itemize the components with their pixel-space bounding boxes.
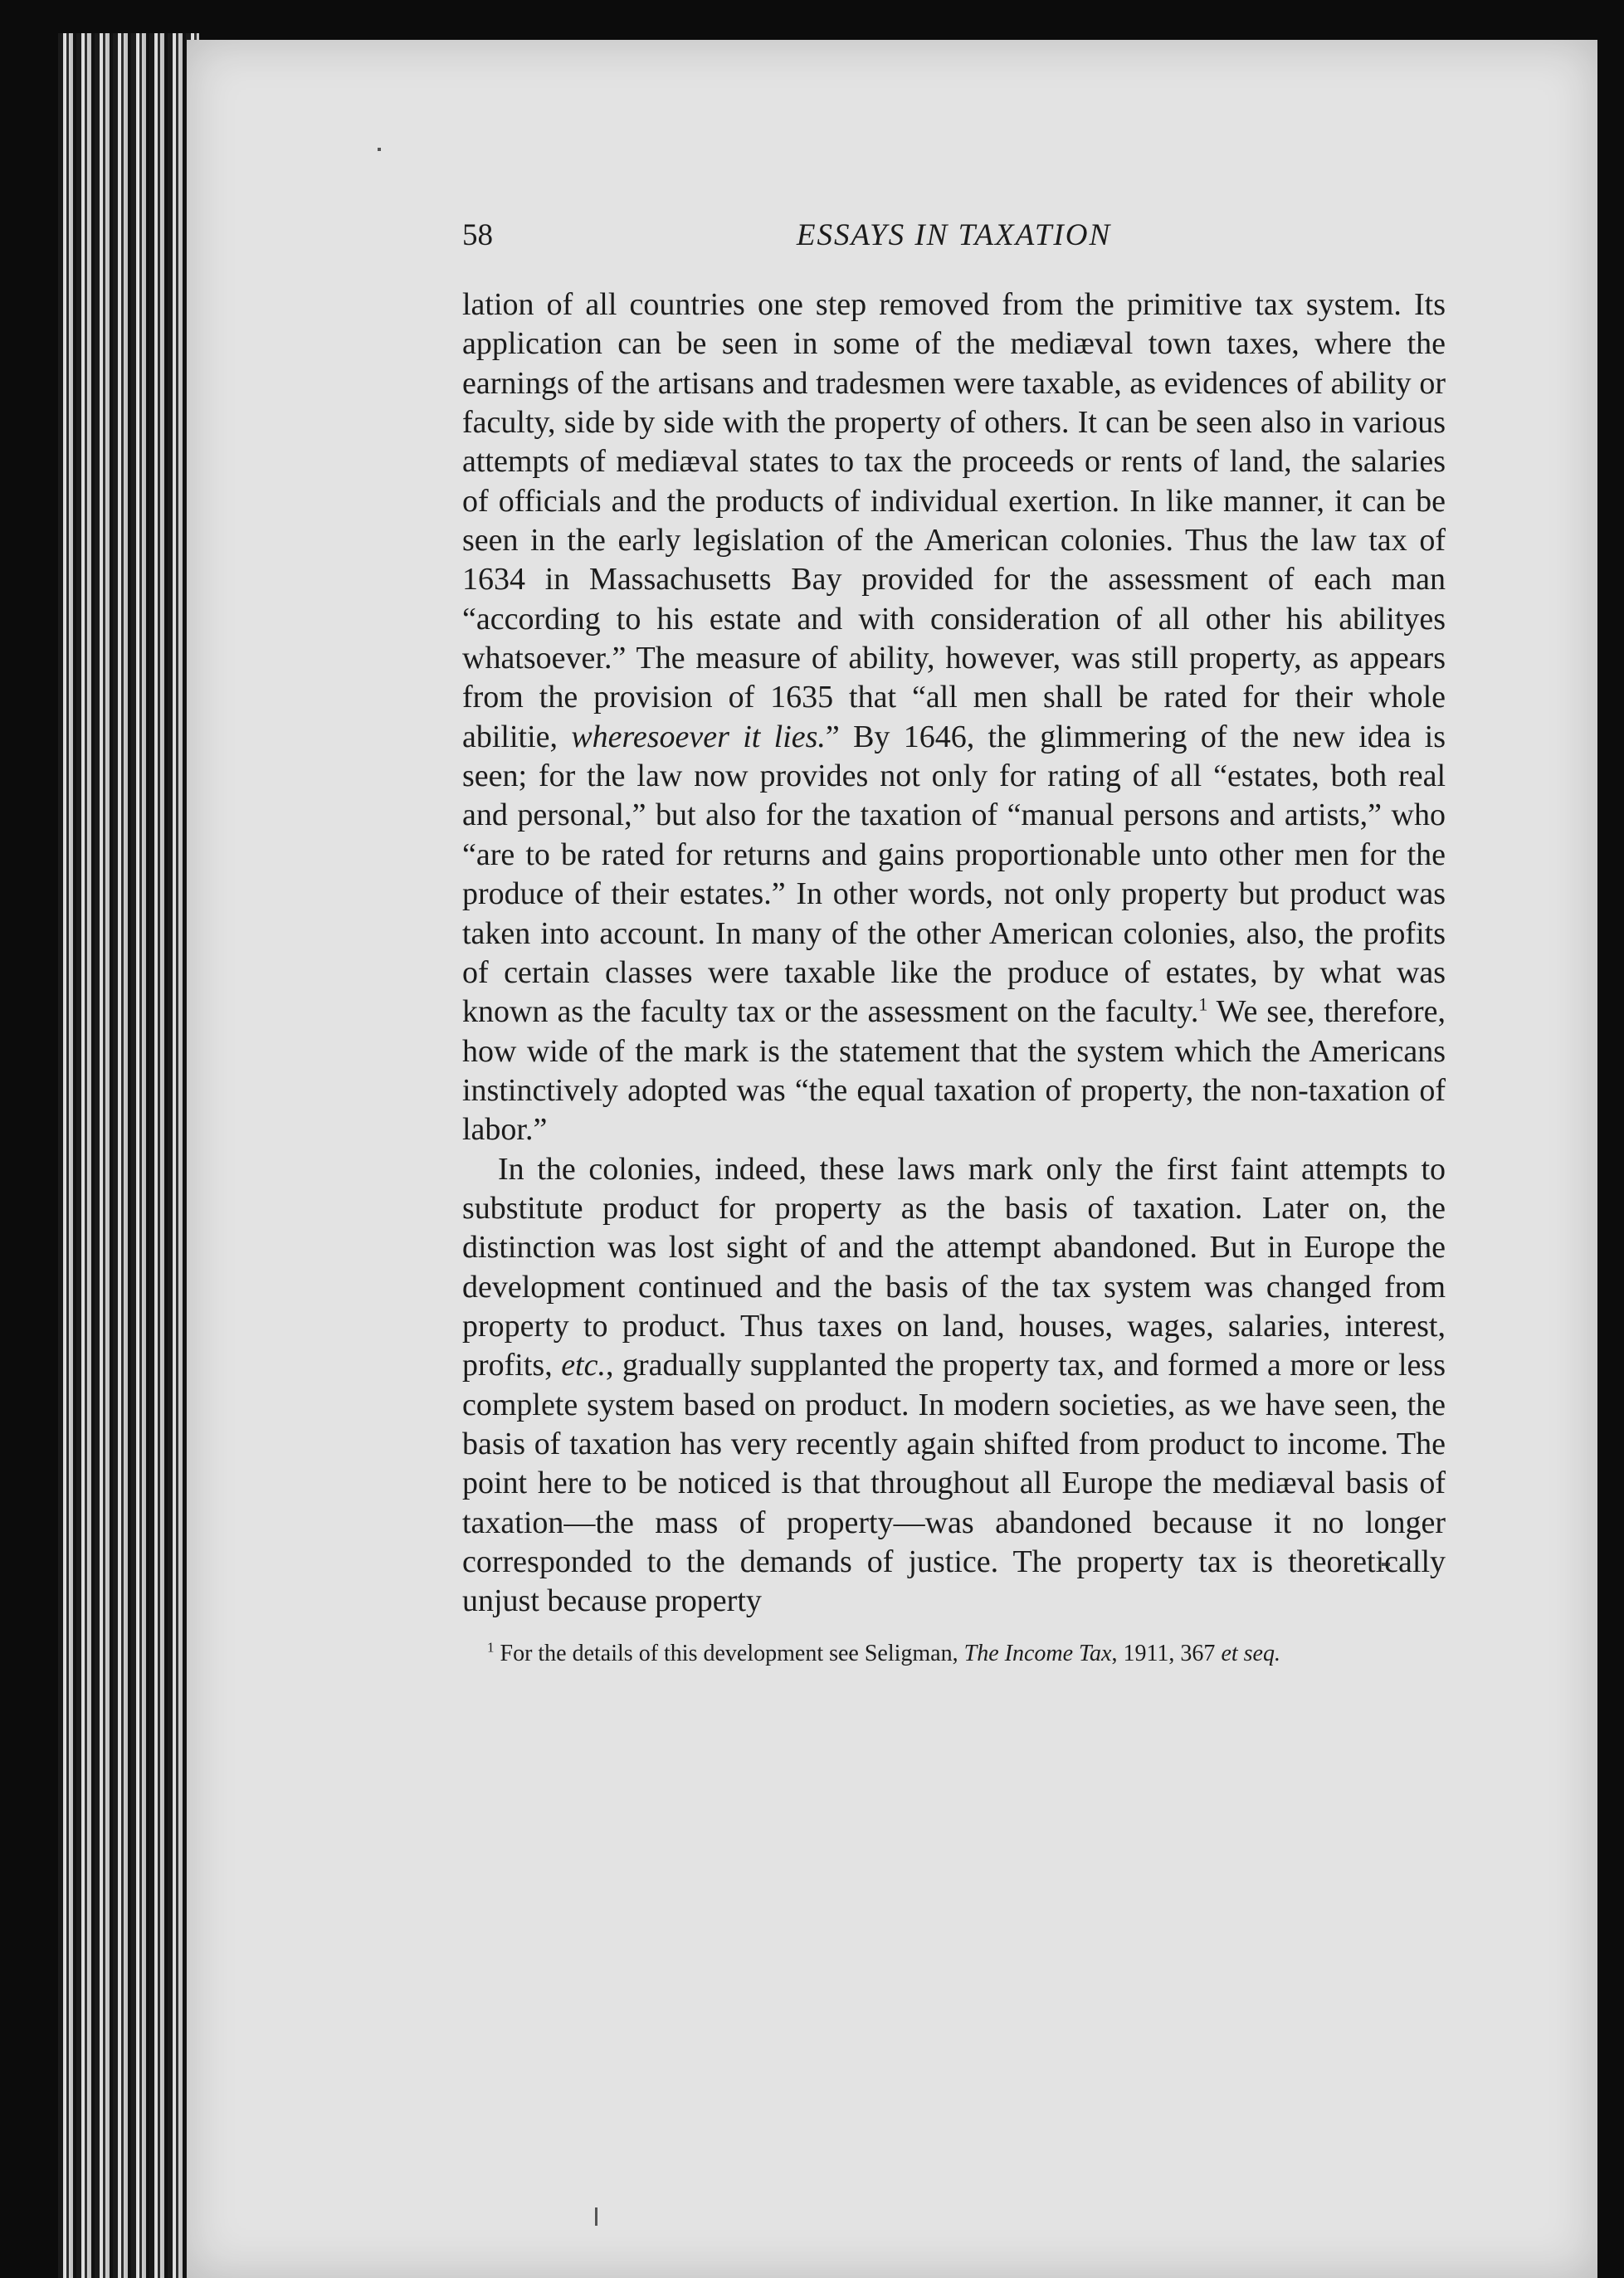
text-run: For the details of this development see Seligman, xyxy=(494,1640,964,1666)
text-run: , gradually supplanted the property tax, and formed a more or less complete system based on product. In modern societies, as we have seen, the basis of taxation has very recently again shifted from product to income. The point here to be noticed is that throughout all Europe the mediæval basis of taxation—the mass of property—was abandoned because it no longer corresponded to the demands of justice. The property tax is theoretically unjust because property xyxy=(462,1348,1446,1619)
text-run: In the colonies, indeed, these laws mark only the first faint attempts to substitute product for property as the basis of taxation. Later on, the distinction was lost sight of and the attempt abandoned. But in Europe the development continued and the basis of the tax system was changed from property to product. Thus taxes on land, houses, wages, salaries, interest, profits, xyxy=(462,1151,1446,1383)
body-text xyxy=(462,285,1446,1622)
italic-text: et seq. xyxy=(1221,1640,1280,1666)
scan-speck xyxy=(595,2207,597,2226)
italic-text: The Income Tax xyxy=(963,1640,1112,1666)
text-run: We see, therefore, how wide of the mark is the statement that the system which the Americans instinctively adopted was “the equal taxation of property, the non-taxation of labor.” xyxy=(462,994,1446,1148)
book-spine-edge xyxy=(58,33,199,2278)
italic-text: wheresoever it lies. xyxy=(571,719,826,754)
scan-speck xyxy=(378,148,381,151)
running-head xyxy=(462,217,1446,267)
italic-text: etc. xyxy=(561,1348,606,1383)
footnote-marker: 1 xyxy=(487,1639,495,1656)
body-paragraph xyxy=(462,1150,1446,1622)
page-number: 58 xyxy=(462,218,493,252)
footnotes xyxy=(462,1640,1446,1668)
footnote-marker: 1 xyxy=(1198,993,1208,1015)
body-paragraph xyxy=(462,285,1446,1150)
text-run: ” By 1646, the glimmering of the new idea is seen; for the law now provides not only for rating of all “estates, both real and personal,” but also for the taxation of “manual persons and artists,” who “are to be rated for returns and gains proportionable unto other men for the produce of their estates.” In other words, not only property but product was taken into account. In many of the other American colonies, also, the profits of certain classes were taxable like the produce of estates, by what was known as the faculty tax or the assessment on the faculty. xyxy=(462,719,1446,1030)
text-run: lation of all countries one step removed from the primitive tax system. Its application can be seen in some of the mediæval town taxes, where the earnings of the artisans and tradesmen were taxable, as evidences of ability or faculty, side by side with the property of others. It can be seen also in various attempts of mediæval states to tax the proceeds or rents of land, the salaries of officials and the products of individual exertion. In like manner, it can be seen in the early legislation of the American colonies. Thus the law tax of 1634 in Massachusetts Bay provided for the assessment of each man “according to his estate and with consideration of all other his abilityes whatsoever.” The measure of ability, however, was still property, as appears from the provision of 1635 that “all men shall be rated for their whole abilitie, xyxy=(462,287,1446,754)
text-block xyxy=(462,217,1446,1668)
footnote xyxy=(462,1640,1446,1668)
text-run: , 1911, 367 xyxy=(1111,1640,1222,1666)
running-title: ESSAYS IN TAXATION xyxy=(796,218,1112,252)
